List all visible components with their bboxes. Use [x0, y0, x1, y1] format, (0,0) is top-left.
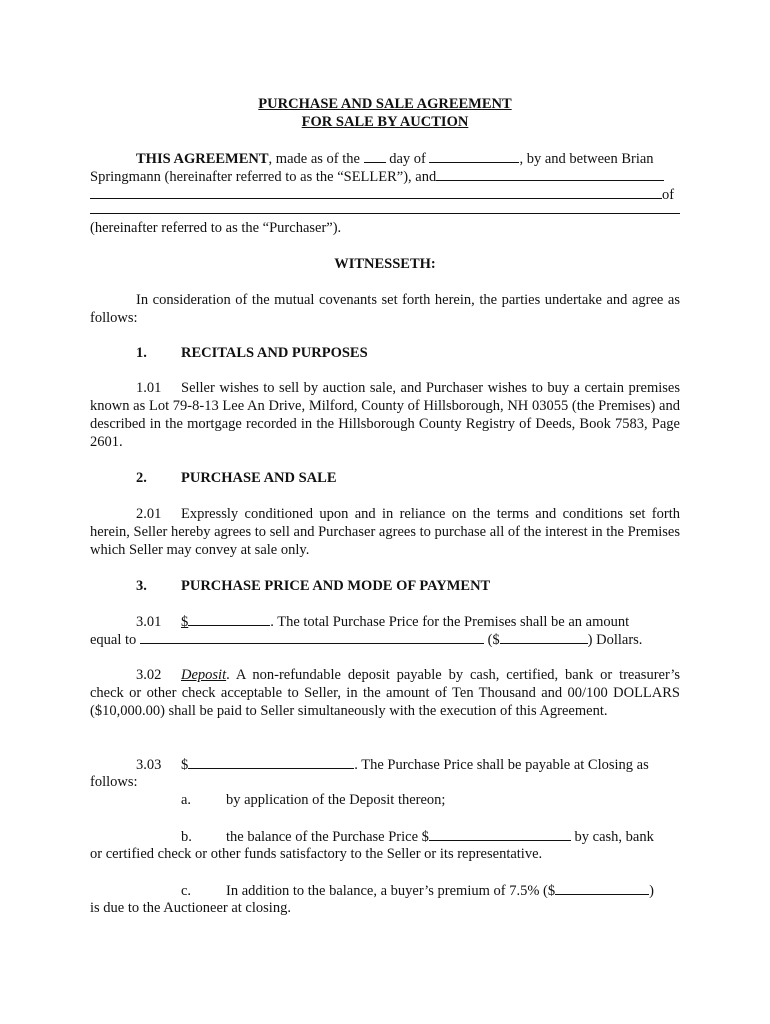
item-b-line-1: b. the balance of the Purchase Price $ by cash, bank: [181, 829, 654, 845]
deposit-label: Deposit: [181, 667, 227, 683]
intro-lead: THIS AGREEMENT: [136, 151, 269, 167]
payable-amount-blank[interactable]: [188, 755, 354, 769]
price-figure-blank[interactable]: [500, 630, 588, 644]
item-b-line-2: or certified check or other funds satisfactory to the Seller or its representative.: [90, 846, 543, 862]
month-blank[interactable]: [429, 149, 519, 163]
paragraph-3-01-line-1: 3.01 $ . The total Purchase Price for the Premises shall be an amount: [136, 614, 630, 630]
witnesseth-heading: WITNESSETH:: [334, 256, 436, 272]
day-blank[interactable]: [364, 149, 386, 163]
buyers-premium-blank[interactable]: [555, 881, 649, 895]
paragraph-3-03-line-1: 3.03 $ . The Purchase Price shall be payable at Closing as: [136, 757, 649, 773]
section-3-heading: 3. PURCHASE PRICE AND MODE OF PAYMENT: [136, 578, 491, 594]
item-c-line-2: is due to the Auctioneer at closing.: [90, 900, 291, 916]
section-1-heading: 1. RECITALS AND PURPOSES: [136, 345, 368, 361]
section-2-heading: 2. PURCHASE AND SALE: [136, 470, 337, 486]
paragraph-3-02: 3.02 Deposit. A non-refundable deposit payable by cash, certified, bank or treasurer’s check or other check acceptable to Seller, in the amount of Ten Thousand and 00/100 DOLLARS ($10,000.00) shall be paid to Seller simultaneously with the execution of this Agreement.: [90, 667, 680, 719]
document-subtitle: FOR SALE BY AUCTION: [301, 114, 469, 130]
paragraph-2-01: 2.01 Expressly conditioned upon and in reliance on the terms and conditions set forth herein, Seller hereby agrees to sell and Purchaser agrees to purchase all of the interest in the Premises which Seller may convey at sale only.: [90, 506, 680, 558]
purchaser-reference: (hereinafter referred to as the “Purchaser”).: [90, 220, 342, 236]
item-a: a. by application of the Deposit thereon;: [181, 792, 446, 808]
balance-blank[interactable]: [429, 827, 571, 841]
paragraph-3-01-line-2: equal to ($ ) Dollars.: [90, 632, 643, 648]
purchaser-name-blank[interactable]: [436, 167, 664, 181]
purchase-price-blank[interactable]: [188, 612, 270, 626]
purchaser-address-line[interactable]: [90, 213, 680, 214]
paragraph-1-01: 1.01 Seller wishes to sell by auction sale, and Purchaser wishes to buy a certain premises known as Lot 79-8-13 Lee An Drive, Milford, County of Hillsborough, NH 03055 (the Premises) and described in the mortgage recorded in the Hillsborough County Registry of Deeds, Book 7583, Page 2601.: [90, 380, 680, 450]
purchaser-address-blank[interactable]: [90, 185, 662, 199]
paragraph-3-03-line-2: follows:: [90, 774, 138, 790]
intro-line-1: THIS AGREEMENT, made as of the day of , by and between Brian: [136, 151, 654, 167]
intro-line-3: of: [90, 185, 680, 204]
document-title: PURCHASE AND SALE AGREEMENT: [258, 96, 512, 112]
intro-line-2: Springmann (hereinafter referred to as the “SELLER”), and: [90, 167, 680, 186]
price-words-blank[interactable]: [140, 630, 484, 644]
consideration-paragraph: In consideration of the mutual covenants set forth herein, the parties undertake and agree as follows:: [90, 292, 680, 326]
item-c-line-1: c. In addition to the balance, a buyer’s premium of 7.5% ($ ): [181, 883, 654, 899]
